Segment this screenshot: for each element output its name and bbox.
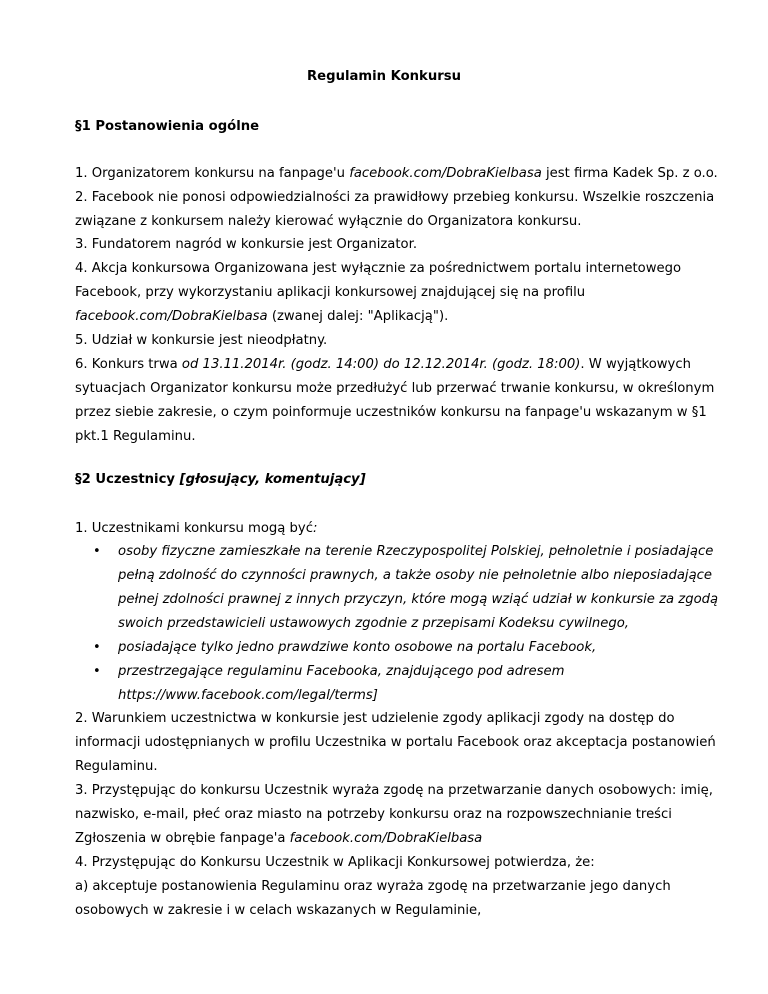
s1-paragraph-4-line-2: Facebook, przy wykorzystaniu aplikacji konkursowej znajdującej się na profilu (75, 285, 586, 300)
document-title: Regulamin Konkursu (307, 69, 461, 84)
s2-paragraph-a-line-2: osobowych w zakresie i w celach wskazanych w Regulaminie, (75, 903, 482, 918)
s1-paragraph-6-line-3: przez siebie zakresie, o czym poinformuje uczestników konkursu na fanpage'u wskazanym w §1 (75, 405, 707, 420)
s1-paragraph-2-line-1: 2. Facebook nie ponosi odpowiedzialności za prawidłowy przebieg konkursu. Wszelkie roszczenia (75, 190, 715, 205)
facebook-terms-link[interactable]: https://www.facebook.com/legal/terms] (118, 688, 378, 703)
s1-paragraph-6-line-2: sytuacjach Organizator konkursu może przedłużyć lub przerwać trwanie konkursu, w określonym (75, 381, 715, 396)
s1-paragraph-3: 3. Fundatorem nagród w konkursie jest Organizator. (75, 237, 418, 252)
bullet-icon: • (93, 664, 101, 679)
bullet-3-line-1: przestrzegające regulaminu Facebooka, znajdującego pod adresem (118, 664, 565, 679)
s2-paragraph-4: 4. Przystępując do Konkursu Uczestnik w Aplikacji Konkursowej potwierdza, że: (75, 855, 595, 870)
bullet-icon: • (93, 544, 101, 559)
s1-paragraph-4-line-3: facebook.com/DobraKielbasa (zwanej dalej: "Aplikacją"). (75, 309, 449, 324)
contest-dates: od 13.11.2014r. (godz. 14:00) do 12.12.2014r. (godz. 18:00) (181, 357, 581, 372)
bullet-2: posiadające tylko jedno prawdziwe konto osobowe na portalu Facebook, (118, 640, 597, 655)
fanpage-link[interactable]: facebook.com/DobraKielbasa (289, 831, 483, 846)
s1-paragraph-2-line-2: związane z konkursem należy kierować wyłącznie do Organizatora konkursu. (75, 214, 582, 229)
s2-paragraph-1: 1. Uczestnikami konkursu mogą być: (75, 521, 318, 536)
s1-paragraph-1: 1. Organizatorem konkursu na fanpage'u facebook.com/DobraKielbasa jest firma Kadek Sp. z o.o. (75, 166, 718, 181)
s2-paragraph-3-line-2: nazwisko, e-mail, płeć oraz miasto na potrzeby konkursu oraz na rozpowszechnianie treści (75, 807, 672, 822)
s2-paragraph-2-line-3: Regulaminu. (75, 759, 158, 774)
bullet-1-line-2: pełną zdolność do czynności prawnych, a także osoby nie pełnoletnie albo nieposiadające (118, 568, 713, 583)
fanpage-link[interactable]: facebook.com/DobraKielbasa (349, 166, 542, 181)
section-1-heading: §1 Postanowienia ogólne (75, 119, 260, 134)
bullet-1-line-3: pełnej zdolności prawnej z innych przyczyn, które mogą wziąć udział w konkursie za zgodą (118, 592, 719, 607)
s1-paragraph-6-line-4: pkt.1 Regulaminu. (75, 429, 196, 444)
fanpage-link[interactable]: facebook.com/DobraKielbasa (75, 309, 268, 324)
bullet-1-line-4: swoich przedstawicieli ustawowych zgodnie z przepisami Kodeksu cywilnego, (118, 616, 629, 631)
s2-paragraph-2-line-2: informacji udostępnianych w profilu Uczestnika w portalu Facebook oraz akceptacja postanowień (75, 735, 716, 750)
s1-paragraph-5: 5. Udział w konkursie jest nieodpłatny. (75, 333, 328, 348)
s2-paragraph-2-line-1: 2. Warunkiem uczestnictwa w konkursie jest udzielenie zgody aplikacji zgody na dostęp do (75, 711, 675, 726)
bullet-icon: • (93, 640, 101, 655)
s2-paragraph-3-line-1: 3. Przystępując do konkursu Uczestnik wyraża zgodę na przetwarzanie danych osobowych: imię, (75, 783, 713, 798)
bullet-1-line-1: osoby fizyczne zamieszkałe na terenie Rzeczypospolitej Polskiej, pełnoletnie i posiadające (118, 544, 714, 559)
s1-paragraph-6-line-1: 6. Konkurs trwa od 13.11.2014r. (godz. 14:00) do 12.12.2014r. (godz. 18:00). W wyjątkowych (75, 357, 691, 372)
s1-paragraph-4-line-1: 4. Akcja konkursowa Organizowana jest wyłącznie za pośrednictwem portalu internetowego (75, 261, 682, 276)
s2-paragraph-3-line-3: Zgłoszenia w obrębie fanpage'a facebook.com/DobraKielbasa (75, 831, 483, 846)
s2-paragraph-a-line-1: a) akceptuje postanowienia Regulaminu oraz wyraża zgodę na przetwarzanie jego danych (75, 879, 671, 894)
section-2-heading: §2 Uczestnicy [głosujący, komentujący] (75, 472, 366, 487)
